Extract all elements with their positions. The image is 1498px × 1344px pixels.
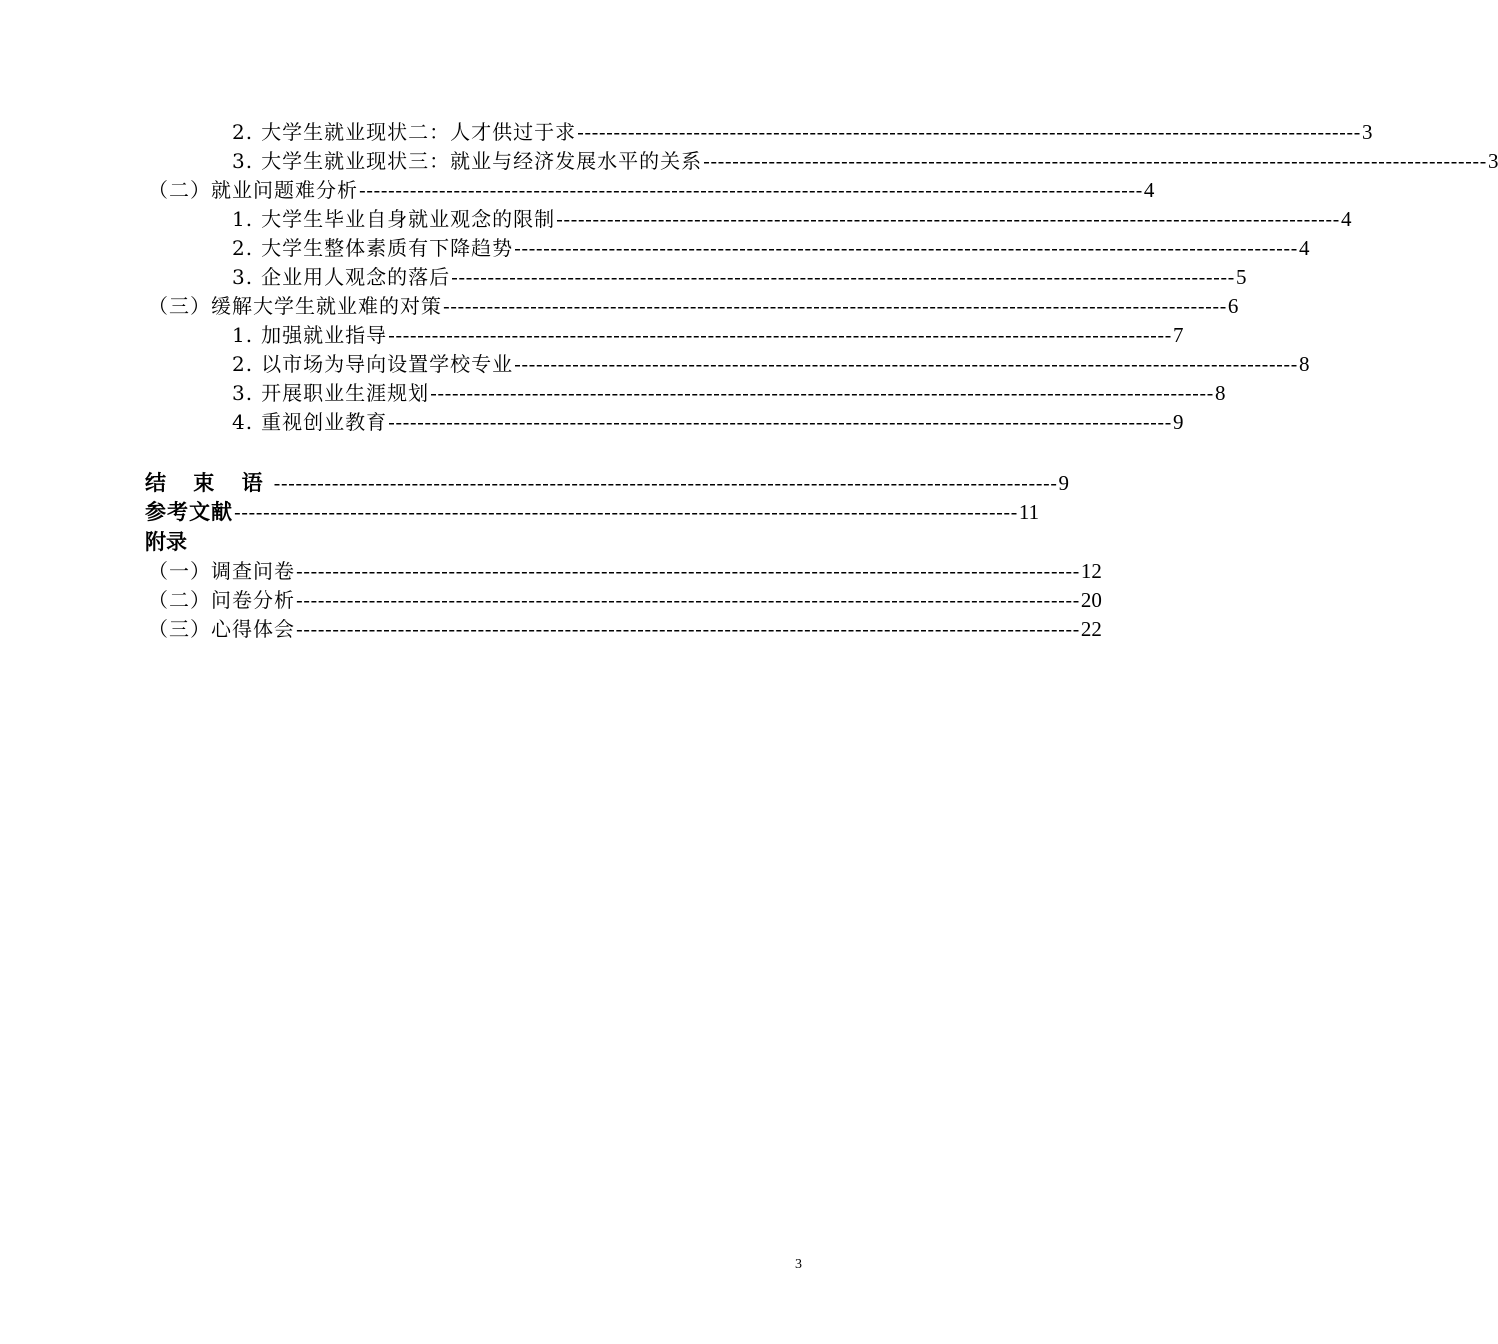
toc-entry-number: 3.: [232, 149, 254, 173]
toc-entry-title: 缓解大学生就业难的对策: [211, 294, 442, 318]
toc-entry-number: 2.: [232, 120, 254, 144]
toc-entry-number: 2.: [232, 236, 254, 260]
toc-leader: ------------------------------------------------------------------------------------------------------------: [388, 323, 1172, 347]
toc-entry-title: 结 束 语: [145, 471, 273, 495]
toc-entry-title: 大学生整体素质有下降趋势: [261, 236, 514, 260]
toc-leader: ------------------------------------------------------------------------------------------------------------: [388, 410, 1172, 434]
toc-entry-title: 参考文献: [145, 500, 233, 524]
toc-entry-title: 开展职业生涯规划: [261, 381, 430, 405]
toc-appendix-entry[interactable]: [148, 557, 1102, 585]
toc-entry[interactable]: [232, 379, 1226, 407]
toc-leader: ------------------------------------------------------------------------------------------------------------: [273, 471, 1058, 495]
toc-leader: ------------------------------------------------------------------------------------------------------------: [451, 265, 1235, 289]
toc-leader: ------------------------------------------------------------------------------------------------------------: [296, 588, 1080, 612]
toc-entry-page: 9: [1058, 471, 1069, 495]
toc-entry-number: （一）: [148, 559, 211, 583]
toc-leader: ------------------------------------------------------------------------------------------------------------: [234, 500, 1018, 524]
toc-leader: ------------------------------------------------------------------------------------------------------------: [443, 294, 1227, 318]
toc-leader: ------------------------------------------------------------------------------------------------------------: [556, 207, 1340, 231]
toc-entry-page: 8: [1298, 352, 1310, 376]
toc-entry-title: 就业问题难分析: [211, 178, 358, 202]
toc-entry-page: 9: [1172, 410, 1184, 434]
toc-leader: ------------------------------------------------------------------------------------------------------------: [514, 236, 1298, 260]
toc-entry-page: 11: [1018, 500, 1040, 524]
toc-entry-title: 大学生就业现状二：人才供过于求: [261, 120, 577, 144]
toc-entry-number: 3.: [232, 381, 254, 405]
toc-entry-number: （二）: [148, 178, 211, 202]
toc-entry-number: 1.: [232, 207, 254, 231]
toc-entry-page: 5: [1235, 265, 1247, 289]
toc-entry-title: 心得体会: [211, 617, 295, 641]
toc-entry-page: 4: [1143, 178, 1155, 202]
toc-leader: ------------------------------------------------------------------------------------------------------------: [359, 178, 1143, 202]
toc-leader: ------------------------------------------------------------------------------------------------------------: [296, 559, 1080, 583]
toc-leader: ------------------------------------------------------------------------------------------------------------: [296, 617, 1080, 641]
toc-entry-number: （三）: [148, 294, 211, 318]
toc-entry-title: 重视创业教育: [261, 410, 388, 434]
toc-references-entry[interactable]: [145, 498, 1040, 526]
toc-entry-number: （二）: [148, 588, 211, 612]
toc-section-entry[interactable]: [148, 292, 1239, 320]
toc-conclusion-entry[interactable]: [145, 469, 1069, 497]
toc-entry-page: 7: [1172, 323, 1184, 347]
toc-entry-page: 3: [1487, 149, 1498, 173]
toc-entry-number: 2.: [232, 352, 254, 376]
toc-entry-page: 12: [1080, 559, 1102, 583]
toc-entry[interactable]: [232, 205, 1352, 233]
toc-entry[interactable]: [232, 408, 1184, 436]
toc-entry-title: 大学生毕业自身就业观念的限制: [261, 207, 556, 231]
toc-entry-page: 4: [1340, 207, 1352, 231]
toc-section-entry[interactable]: [148, 176, 1155, 204]
toc-entry-title: 加强就业指导: [261, 323, 388, 347]
toc-entry-page: 20: [1080, 588, 1102, 612]
toc-entry[interactable]: [232, 118, 1373, 146]
toc-entry-title: 问卷分析: [211, 588, 295, 612]
toc-entry[interactable]: [232, 350, 1310, 378]
toc-entry-page: 22: [1080, 617, 1102, 641]
toc-entry-number: 1.: [232, 323, 254, 347]
toc-entry[interactable]: [232, 147, 1498, 175]
toc-leader: ------------------------------------------------------------------------------------------------------------: [577, 120, 1361, 144]
toc-entry-number: 3.: [232, 265, 254, 289]
toc-leader: ------------------------------------------------------------------------------------------------------------: [703, 149, 1487, 173]
toc-entry[interactable]: [232, 321, 1184, 349]
toc-entry-title: 大学生就业现状三：就业与经济发展水平的关系: [261, 149, 703, 173]
toc-entry-page: 3: [1361, 120, 1373, 144]
toc-appendix-entry[interactable]: [148, 586, 1102, 614]
toc-entry-page: 4: [1298, 236, 1310, 260]
toc-entry-title: 以市场为导向设置学校专业: [261, 352, 514, 376]
toc-leader: ------------------------------------------------------------------------------------------------------------: [430, 381, 1214, 405]
toc-entry-page: 8: [1214, 381, 1226, 405]
toc-entry[interactable]: [232, 234, 1310, 262]
toc-appendix-heading: 附录: [145, 530, 187, 554]
toc-appendix-entry[interactable]: [148, 615, 1102, 643]
toc-entry-page: 6: [1227, 294, 1239, 318]
toc-leader: ------------------------------------------------------------------------------------------------------------: [514, 352, 1298, 376]
toc-entry[interactable]: [232, 263, 1247, 291]
toc-entry-title: 企业用人观念的落后: [261, 265, 451, 289]
toc-entry-number: 4.: [232, 410, 254, 434]
page-number-footer: 3: [795, 1257, 802, 1272]
toc-entry-number: （三）: [148, 617, 211, 641]
toc-entry-title: 调查问卷: [211, 559, 295, 583]
